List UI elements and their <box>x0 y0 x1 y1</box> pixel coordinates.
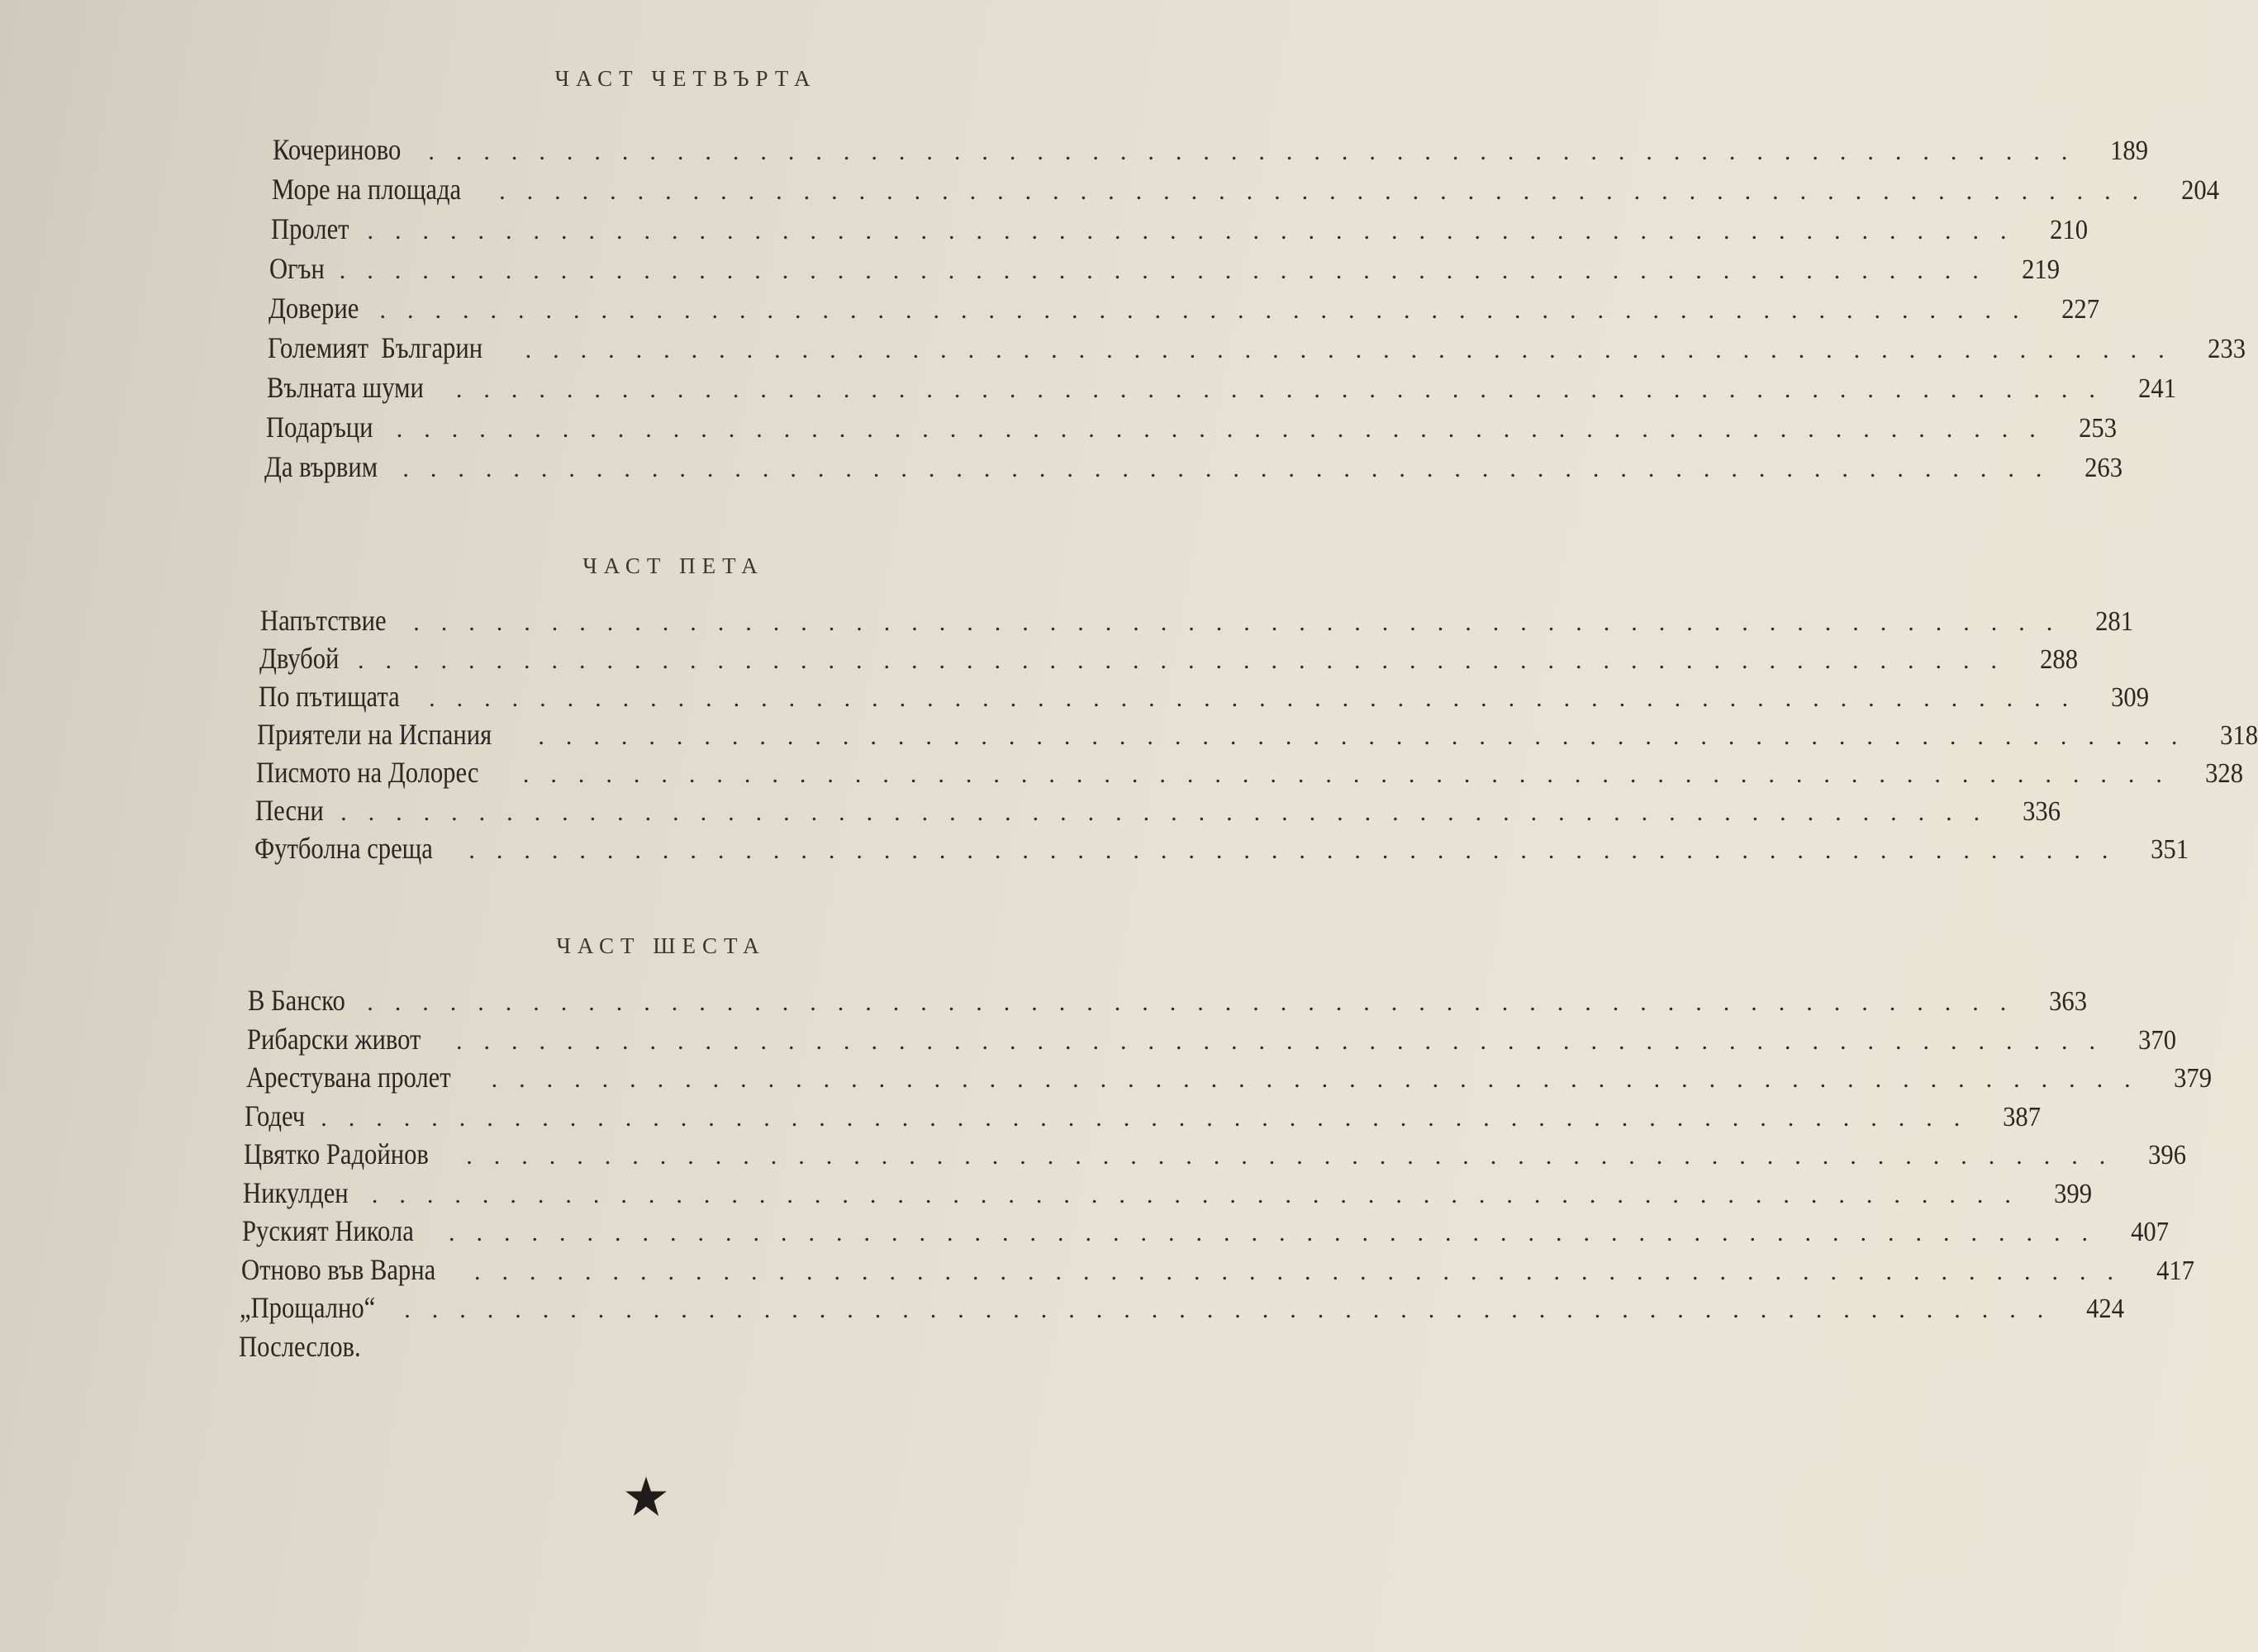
entry-title: В Банско <box>248 984 345 1017</box>
dot-leader: ............................................................ <box>396 415 2057 443</box>
dot-leader: ............................................................ <box>538 723 2199 750</box>
toc-entry <box>241 1213 2169 1251</box>
dot-leader: ............................................................ <box>413 609 2075 636</box>
entry-title: Доверие <box>269 292 359 325</box>
dot-leader: ............................................................ <box>428 138 2089 165</box>
section-heading: ЧАСТ ШЕСТА <box>556 933 766 958</box>
toc-entry <box>259 641 2078 679</box>
page-number: 370 <box>2138 1024 2176 1056</box>
dot-leader: ............................................................ <box>321 1104 1982 1132</box>
entry-title: Подаръци <box>265 411 373 444</box>
page-number: 309 <box>2111 682 2150 713</box>
dot-leader: ............................................................ <box>404 1296 2065 1323</box>
entry-title: Напътствие <box>260 604 387 637</box>
entry-title: Руският Никола <box>241 1214 414 1247</box>
entry-title: Песни <box>255 794 324 827</box>
toc-entry <box>243 1175 2092 1213</box>
entry-title: Вълната шуми <box>266 371 424 404</box>
page-number: 263 <box>2084 453 2123 483</box>
toc-entry <box>239 1329 1054 1367</box>
dot-leader: ............................................................ <box>429 685 2090 712</box>
entry-title: Рибарски живот <box>246 1022 421 1056</box>
entry-title: „Прощално“ <box>240 1291 376 1324</box>
star-icon <box>624 1474 668 1519</box>
toc-entry <box>244 1137 2187 1175</box>
page-number: 253 <box>2078 413 2117 444</box>
page-number: 288 <box>2040 644 2078 675</box>
dot-leader: ............................................................ <box>491 1066 2152 1093</box>
toc-entry <box>256 755 2243 793</box>
dot-leader: ............................................................ <box>455 1027 2117 1055</box>
toc-entry <box>240 1252 2194 1290</box>
toc-entry <box>273 132 2149 170</box>
page-number: 204 <box>2181 175 2220 206</box>
page-number: 336 <box>2023 796 2061 827</box>
entry-title: Послеслов. <box>239 1329 361 1363</box>
toc-entry <box>271 172 2220 210</box>
toc-entry <box>270 211 2088 249</box>
dot-leader: ............................................................ <box>468 837 2130 864</box>
dot-leader: ............................................................ <box>357 647 2018 674</box>
entry-title: Кочериново <box>273 133 402 166</box>
dot-leader: ............................................................ <box>379 297 2041 324</box>
page-number: 318 <box>2220 720 2258 751</box>
entry-title: Големият Българин <box>268 331 483 364</box>
entry-title: Арестувана пролет <box>245 1061 451 1094</box>
toc-entry <box>245 1099 2042 1137</box>
entry-title: Пролет <box>270 212 349 245</box>
toc-entry <box>269 291 2100 329</box>
toc-entry <box>268 330 2246 368</box>
dot-leader: ............................................................ <box>340 799 2002 826</box>
page-number: 417 <box>2156 1255 2194 1286</box>
toc-entry <box>255 793 2061 831</box>
dot-leader: ............................................................ <box>474 1257 2135 1285</box>
entry-title: Футболна среща <box>254 832 433 865</box>
dot-leader: ............................................................ <box>339 257 2000 284</box>
toc-entry <box>264 449 2123 487</box>
section-heading: ЧАСТ ПЕТА <box>582 553 764 578</box>
entry-title: Никулден <box>243 1175 349 1209</box>
dot-leader: ............................................................ <box>466 1142 2127 1170</box>
toc-entry <box>240 1290 2125 1328</box>
toc-entry <box>269 251 2060 289</box>
toc-entry <box>254 831 2189 869</box>
toc-entry <box>246 1022 2176 1060</box>
page-number: 233 <box>2207 334 2246 364</box>
entry-title: Двубой <box>259 642 340 675</box>
entry-title: Цвятко Радойнов <box>244 1137 430 1170</box>
entry-title: Годеч <box>245 1099 306 1132</box>
entry-title: Огън <box>269 252 326 285</box>
dot-leader: ............................................................ <box>402 455 2064 482</box>
dot-leader: ............................................................ <box>455 376 2117 403</box>
page-number: 399 <box>2053 1178 2092 1209</box>
toc-entry <box>266 370 2176 408</box>
page-number: 379 <box>2173 1063 2212 1094</box>
page-number: 189 <box>2110 135 2149 166</box>
entry-title: Приятели на Испания <box>257 718 492 751</box>
section-heading: ЧАСТ ЧЕТВЪРТА <box>554 66 817 91</box>
page-number: 227 <box>2061 294 2100 325</box>
entry-title: Писмото на Долорес <box>256 756 479 789</box>
toc-entry <box>257 717 2258 755</box>
dot-leader: ............................................................ <box>367 217 2028 244</box>
toc-entry <box>245 1060 2212 1098</box>
dot-leader: ............................................................ <box>499 178 2161 205</box>
page-number: 281 <box>2095 606 2134 637</box>
page-number: 396 <box>2148 1140 2187 1170</box>
entry-title: Да вървим <box>264 450 378 483</box>
entry-title: По пътищата <box>258 680 400 713</box>
page-number: 387 <box>2003 1101 2042 1132</box>
page-number: 424 <box>2086 1294 2125 1324</box>
toc-entry <box>265 410 2117 448</box>
page-number: 351 <box>2151 834 2189 865</box>
page-number: 241 <box>2137 373 2176 404</box>
dot-leader: ............................................................ <box>522 761 2184 788</box>
toc-entry <box>248 983 2088 1021</box>
entry-title: Отново във Варна <box>240 1252 435 1286</box>
page-number: 363 <box>2049 986 2088 1017</box>
dot-leader: ............................................................ <box>367 989 2028 1016</box>
page-number: 219 <box>2021 254 2060 285</box>
dot-leader: ............................................................ <box>525 336 2186 363</box>
toc-entry <box>260 603 2134 641</box>
page-number: 210 <box>2049 215 2088 245</box>
toc-entry <box>258 679 2150 717</box>
dot-leader: ............................................................ <box>371 1180 2032 1208</box>
page-number: 328 <box>2204 758 2243 789</box>
dot-leader: ............................................................ <box>448 1219 2109 1246</box>
page-number: 407 <box>2131 1217 2169 1247</box>
entry-title: Море на площада <box>271 173 461 206</box>
